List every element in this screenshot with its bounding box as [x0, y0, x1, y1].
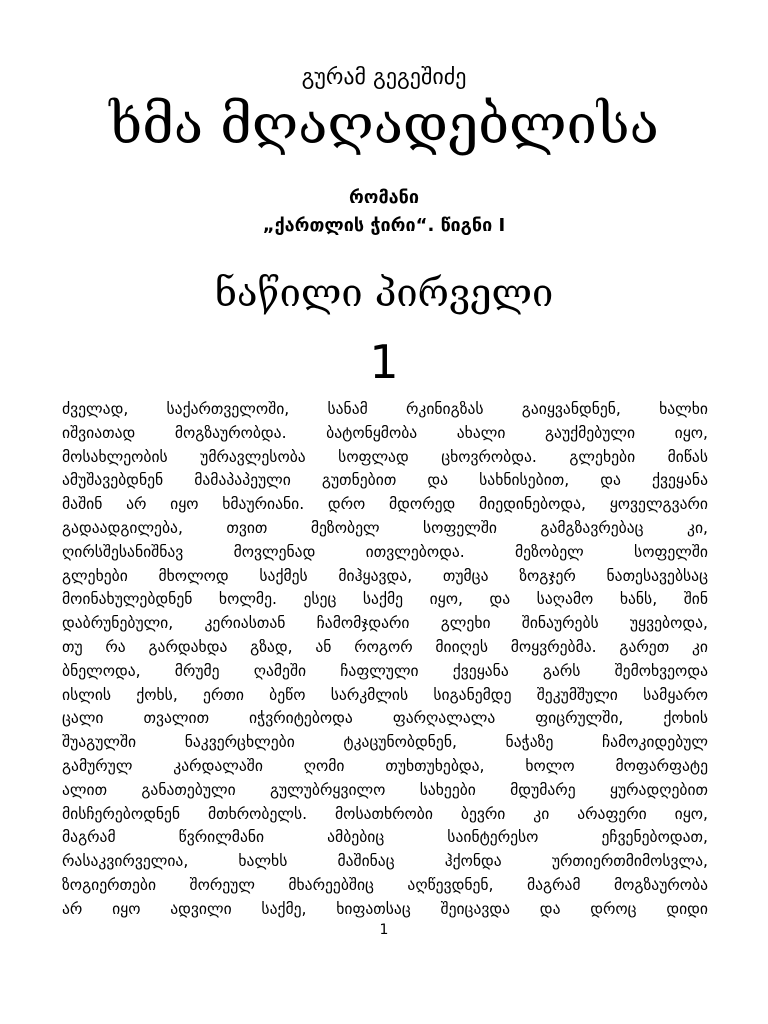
- page-number: 1: [379, 922, 389, 938]
- book-title: ხმა მღაღადებლისა: [109, 93, 659, 156]
- paragraph-line: მაშინ არ იყო ხმაურიანი. დრო მდორედ მიედინებოდა, ყოველგვარი: [62, 495, 708, 514]
- paragraph-line: ბნელოდა, მრუმე ღამეში ჩაფლული ქვეყანა გარს შემოხვეოდა: [62, 661, 708, 680]
- part-heading: ნაწილი პირველი: [214, 271, 554, 315]
- paragraph-line: თუ რა გარდახდა გზად, ან როგორ მიიღეს მოყვრებმა. გარეთ კი: [62, 637, 708, 656]
- author-name: გურამ გეგეშიძე: [301, 65, 467, 90]
- series-label: „ქართლის ჭირი“. წიგნი I: [262, 215, 506, 236]
- paragraph-line: ცალი თვალით იჭვრიტებოდა ფარღალალა ფიცრულში, ქოხის: [62, 709, 708, 728]
- paragraph-line: მოინახულებდნენ ხოლმე. ესეც საქმე იყო, და საღამო ხანს, შინ: [62, 590, 708, 609]
- paragraph-line: რასაკვირველია, ხალხს მაშინაც ჰქონდა ურთიერთმიმოსვლა,: [62, 852, 708, 871]
- paragraph-line: ზოგიერთები შორეულ მხარეებშიც აღწევდნენ, მაგრამ მოგზაურობა: [62, 875, 708, 894]
- paragraph-line: ძველად, საქართველოში, სანამ რკინიგზას გაიყვანდნენ, ხალხი: [62, 400, 708, 418]
- paragraph-line: ამუშავებდნენ მამაპაპეული გუთნებით და სახნისებით, და ქვეყანა: [62, 471, 708, 490]
- paragraph-line: მოსახლეობის უმრავლესობა სოფლად ცხოვრობდა. გლეხები მიწას: [62, 447, 708, 466]
- paragraph-line: მაგრამ წვრილმანი ამბებიც საინტერესო ეჩვენებოდათ,: [62, 828, 708, 847]
- paragraph-line: არ იყო ადვილი საქმე, ხიფათსაც შეიცავდა და დროც დიდი: [62, 899, 708, 918]
- chapter-number: 1: [369, 335, 399, 389]
- paragraph-line: გლეხები მხოლოდ საქმეს მიჰყავდა, თუმცა ზოგჯერ ნათესავებსაც: [62, 566, 708, 585]
- paragraph-line: ისლის ქოხს, ერთი ბეწო სარკმლის სიგანემდე შეკუმშული სამყარო: [62, 685, 708, 704]
- paragraph-line: გადაადგილება, თვით მეზობელ სოფელში გამგზავრებაც კი,: [62, 518, 708, 537]
- body-paragraph: [62, 398, 708, 922]
- paragraph-line: ალით განათებული გულუბრყვილო სახეები მდუმარე ყურადღებით: [62, 780, 708, 799]
- genre-label: რომანი: [348, 187, 420, 208]
- paragraph-line: დაბრუნებული, კერიასთან ჩამომჯდარი გლეხი შინაურებს უყვებოდა,: [62, 614, 708, 633]
- paragraph-line: ღირსშესანიშნავ მოვლენად ითვლებოდა. მეზობელ სოფელში: [62, 542, 708, 561]
- paragraph-line: იშვიათად მოგზაურობდა. ბატონყმობა ახალი გაუქმებული იყო,: [62, 423, 708, 442]
- paragraph-line: გამურულ კარდალაში ღომი თუხთუხებდა, ხოლო მოფარფატე: [62, 756, 708, 775]
- paragraph-line: შუაგულში ნაკვერცხლები ტკაცუნობდნენ, ნაჭაზე ჩამოკიდებულ: [62, 733, 708, 752]
- paragraph-line: მისჩერებოდნენ მთხრობელს. მოსათხრობი ბევრი კი არაფერი იყო,: [62, 804, 708, 823]
